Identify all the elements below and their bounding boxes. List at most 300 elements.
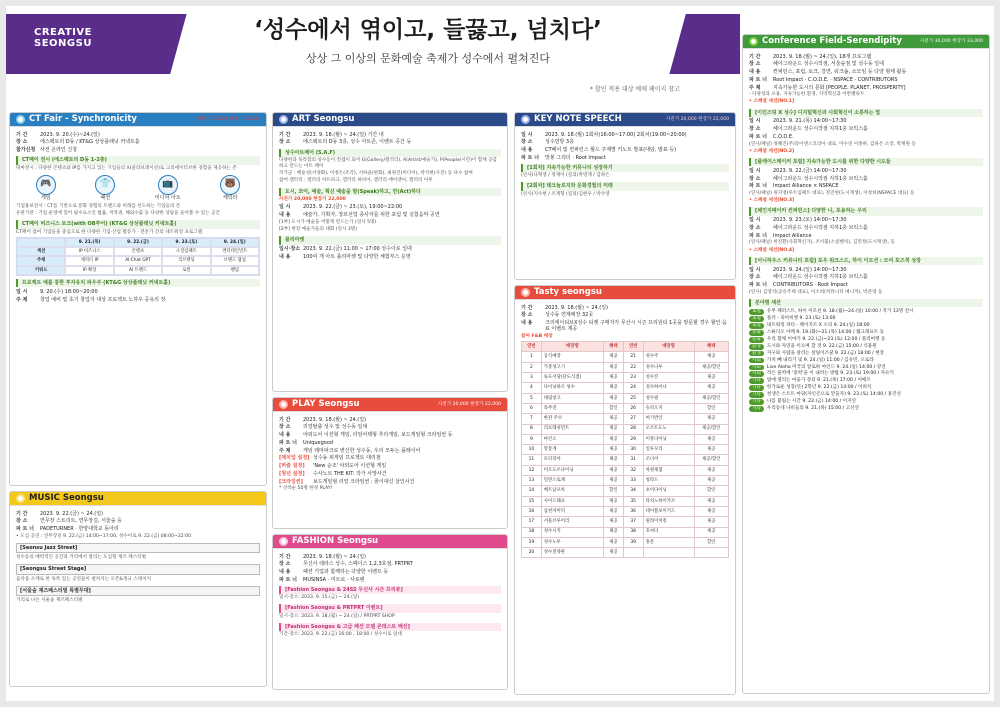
table-cell: 서울브루어리 [541, 517, 603, 527]
fashion-dot-icon [279, 537, 288, 546]
table-cell: 테이블보이키드 [643, 506, 694, 516]
info-row [749, 183, 983, 189]
program-desc: 유무 페퍼스트, 하이 이모션 9. 18.(월)~24.(일) 10:00 / 작가 13명 전시 [766, 309, 914, 315]
info-key: 파 트 너 [16, 526, 34, 532]
biz-corner [17, 238, 65, 247]
table-cell: 제공 [603, 373, 623, 383]
table-row [522, 496, 729, 506]
program-desc: 지구와 사람을 살리는 살림이즈쿨 9. 22.(금) 18:00 / 현장 [766, 350, 885, 356]
category-item [155, 175, 181, 201]
table-cell: 제공/할인 [694, 424, 728, 434]
program-tag: 문화 [749, 337, 764, 343]
info-row [279, 432, 501, 438]
program-desc: 나를 불림는 시간 9. 22.(금) 14:00 / 이지연 [766, 399, 856, 405]
biz-date: 9. 22.(금) [114, 238, 162, 247]
play-program-tag: [청년 설정] [279, 470, 305, 477]
table-cell: 제공 [603, 434, 623, 444]
info-key: 기 간 [749, 53, 761, 60]
info-row [279, 424, 501, 430]
music-schedule: • 도심 공연 : 연무장길 9. 22.(금) 14:00~17:00, 성수이로 9. 22.(금) 08:00~22:00 [16, 533, 192, 539]
play-program-tag: [매치업 설정] [279, 455, 310, 462]
table-cell: 독도서당(단도식점) [541, 373, 603, 383]
program-desc: 네트워킹 파티 - 페이지트 X 오피 9. 24.(일) 18:00 [766, 323, 870, 329]
ct-info [16, 132, 260, 154]
info-row [749, 118, 983, 124]
table-row [522, 383, 729, 393]
fashion-preview-time: 일시·장소: 2023. 9. 15.(금) ~ 24.(일) [279, 595, 360, 601]
info-key: 장 소 [16, 139, 28, 146]
art-panel [272, 112, 508, 392]
info-value: 맛봉 그리더 · Root Impact [545, 154, 606, 161]
conference-panel [742, 34, 990, 694]
table-cell: 제공 [694, 506, 728, 516]
table-cell: 청라드 [643, 476, 694, 486]
special-session [749, 248, 983, 296]
conference-title: Conference Field-Serendipity [762, 36, 902, 47]
info-value: 2023. 9. 18.(월) ~ 24.(일) [303, 553, 366, 560]
info-value: 2023. 9. 22.(금) 14:00~17:30 [773, 167, 847, 174]
info-key: 기 간 [279, 416, 291, 423]
table-cell: 성수나루 [643, 362, 694, 372]
info-value: 에스팩토리 D동 / KT&G 상상플래닛 커넥트홀 [40, 139, 140, 146]
info-row [16, 297, 260, 303]
table-row [522, 434, 729, 444]
info-key: 내 용 [279, 432, 291, 438]
info-row [749, 77, 983, 83]
info-value: 헤이그라운드 성수시작점, 서울숲점 및 성수동 일대 [773, 61, 884, 68]
table-cell: 마린오 [541, 434, 603, 444]
table-cell: 21 [623, 352, 643, 362]
program-tag: 환경 [749, 351, 764, 357]
info-value: PADETURNER · 한양대학교 동아리 [40, 526, 119, 532]
ct-fair-panel [9, 112, 267, 486]
info-row [16, 518, 260, 524]
info-row [749, 168, 983, 174]
table-cell: 33 [623, 476, 643, 486]
conference-info [749, 54, 983, 91]
info-value: 성수연방 3층 [545, 139, 574, 146]
table-cell: 슈퍼오지 [643, 403, 694, 413]
program-tag: 기타 [749, 399, 764, 405]
table-cell: 22 [623, 362, 643, 372]
info-row [749, 282, 983, 288]
table-cell: 할인 [603, 403, 623, 413]
art-galleries: 참여 갤러리 : 갤러리 아트파크, 갤러리 하비아, 갤러리 에이앤씨, 갤러리 이루 [279, 178, 433, 184]
table-cell: 제공/할인 [694, 362, 728, 372]
info-row [749, 233, 983, 239]
table-cell: 제공 [694, 383, 728, 393]
info-row [16, 289, 260, 295]
keynote-session1: [1회차] 지속가능한 커뮤니티 성장하기 [521, 164, 729, 172]
table-cell: 38 [623, 527, 643, 537]
info-value: C.O.D.E. [773, 133, 794, 140]
table-row [522, 414, 729, 424]
info-key: 장 소 [749, 274, 761, 281]
info-value: 2023. 9. 18.(월) ~ 24.(일) [303, 416, 366, 423]
table-cell: 미오도르다이닝 [541, 465, 603, 475]
table-header: 매장명 [643, 342, 694, 352]
biz-cell: IP 비즈니스 [65, 247, 113, 256]
special-session [749, 198, 983, 246]
category-label: 캐릭터 [222, 194, 238, 201]
table-cell: 제공 [603, 537, 623, 547]
table-cell: 32 [623, 465, 643, 475]
info-row [749, 134, 983, 140]
table-cell: 제공 [694, 465, 728, 475]
info-value: 2023. 9. 22.(금) 11:00 ~ 17:00 성수이로 일대 [303, 246, 412, 253]
info-key: 내 용 [749, 69, 761, 75]
table-cell: 제공 [603, 455, 623, 465]
program-item [749, 365, 983, 371]
table-cell: 1 [522, 352, 542, 362]
info-row [279, 448, 501, 454]
table-cell: 일루모리 [643, 445, 694, 455]
program-item [749, 351, 983, 357]
info-value: 헤이그라운드 성수시작점 지하1층 브릭스홀 [773, 175, 868, 182]
art-artists: 작가군 : 배윤성(서양화), 이정은(조각), 서하윤(판화), 최원진(미디어), 박지현(사진) 등 다수 참여 [279, 171, 473, 177]
table-cell: 제공 [603, 362, 623, 372]
table-cell: 제공 [603, 506, 623, 516]
info-value: Uniquegood [303, 439, 334, 446]
info-value: 사전 온라인 신청 [40, 147, 77, 153]
ct-exhibit-heading: CT페어 전시 (에스팩토리 D동 1-2층) [16, 156, 260, 164]
info-key: 일 시 [749, 167, 761, 174]
ct-price: 사전가 30,000 현장가 33,000 [196, 116, 260, 122]
ct-dot-icon [16, 115, 25, 124]
info-value: 헤이그라운드 성수시작점 지하1층 브릭스홀 [773, 126, 868, 133]
table-cell: 제공 [603, 496, 623, 506]
table-cell: 제공 [603, 548, 623, 558]
info-key: 파 트 너 [749, 76, 767, 83]
program-item [749, 371, 983, 377]
table-cell: 2 [522, 362, 542, 372]
info-key: 장 소 [521, 139, 533, 146]
character-icon: 🐻 [220, 175, 240, 195]
table-cell: 맛봉개 [541, 445, 603, 455]
table-cell: 제공/할인 [694, 455, 728, 465]
program-item [749, 406, 983, 412]
info-key: 기 간 [16, 510, 28, 517]
play-programs [279, 455, 501, 485]
info-key: 장 소 [16, 518, 28, 525]
program-desc: 밤에 열리는 마을가 장터 9. 21.(목) 17:00 / 이메르 [766, 378, 871, 384]
info-key: 장 소 [749, 224, 761, 231]
info-value: 게임 테마파크로 변신한 성수동, 우리 모두는 플레이어 [303, 447, 421, 454]
table-cell: 25 [623, 393, 643, 403]
table-cell [623, 548, 643, 558]
keynote-session2-speakers: (연사)지수현 / 조재형 (질의)김현우 / 박수영 [521, 191, 610, 197]
table-cell: 조디어 [643, 455, 694, 465]
info-value: 2023. 9. 21.(목) 14:00~17:30 [773, 118, 847, 125]
column-2 [272, 112, 508, 698]
info-key: 파 트 너 [749, 183, 767, 190]
table-cell: 28 [623, 424, 643, 434]
program-item [749, 358, 983, 364]
table-cell: 23 [623, 373, 643, 383]
info-value: CT페어 및 컨퍼런스 월드 주제별 키노트 발표(대담, 발표 등) [545, 147, 677, 153]
ct-biz-heading: CT페어 비즈니스 토크(with OB투어) (KT&G 상상플래닛 커넥트홀) [16, 220, 260, 228]
program-tag: 환경 [749, 344, 764, 350]
ct-biz-desc: CT페어 참여 기업들을 중심으로 한 다양한 기업·산업 활동가 · 전문가 간의 네트워킹 프로그램 [16, 229, 203, 235]
program-item [749, 316, 983, 322]
info-key: 일 시 [521, 131, 533, 138]
art-fair-heading: 성수아트페어 (S.A.F) [279, 149, 501, 157]
art-talk-heading: 도시, 코어, 예술, 혁신 예술을 말(Speak)하고, 만(Act)하다 [279, 188, 501, 196]
creative-seongsu-logo: CREATIVE SEONGSU [34, 27, 92, 49]
info-value: 9. 20.(수) 18:00~20:00 [40, 288, 98, 295]
play-program [279, 471, 501, 477]
biz-cell: 팬덤 [211, 266, 259, 275]
biz-cell: 리브랜딩 [162, 256, 210, 265]
info-key: 파 트 너 [279, 576, 297, 583]
table-row [522, 476, 729, 486]
table-cell: 성수주 [643, 352, 694, 362]
play-program [279, 479, 501, 485]
table-cell: 제공 [603, 352, 623, 362]
info-row [749, 217, 983, 223]
biz-date: 9. 23.(토) [162, 238, 210, 247]
table-cell: 모터리아 [541, 455, 603, 465]
session-title: [이민즈팅 X 성수] 디지털혁신과 사회혁신이 소통하는 법 [749, 109, 983, 117]
info-key: 장 소 [279, 561, 291, 568]
art-title: ART Seongsu [292, 114, 355, 125]
info-value: 컨퍼런스, 포럼, 토크, 강연, 워크숍, 소모임 등 다양 형태 활동 [773, 69, 907, 75]
category-label: 게임 [40, 194, 51, 201]
category-item [220, 175, 240, 201]
tasty-dot-icon [521, 288, 530, 297]
table-cell: 성수진 [643, 373, 694, 383]
info-value: 2023. 9. 20.(수)~24.(일) [40, 131, 100, 138]
program-item [749, 344, 983, 350]
table-cell: 할인 [694, 486, 728, 496]
session-title: [서니하우스 커뮤니티 포럼] 로우 워크스드, 하이 이모션 : 모여 포즈적 성장 [749, 257, 983, 265]
table-row [522, 548, 729, 558]
table-cell: 타치노하이카르 [643, 496, 694, 506]
table-cell: 13 [522, 476, 542, 486]
info-value: 2023. 9. 23.(토) 14:00~17:30 [773, 217, 847, 224]
info-row [16, 132, 260, 138]
info-row [521, 147, 729, 153]
program-tag: 기타 [749, 385, 764, 391]
info-value: CONTRIBUTORS · Root Impact [773, 282, 848, 288]
table-header: 연번 [623, 342, 643, 352]
table-cell: 제공 [694, 445, 728, 455]
festival-poster [6, 6, 994, 701]
info-key: 장 소 [749, 61, 761, 68]
info-row [279, 254, 501, 260]
keynote-dot-icon [521, 115, 530, 124]
table-cell: 30 [623, 445, 643, 455]
play-program [279, 455, 501, 461]
table-row [522, 537, 729, 547]
info-row [521, 320, 729, 333]
table-cell: 제공 [694, 496, 728, 506]
table-cell: 5 [522, 393, 542, 403]
info-key: 기 간 [16, 131, 28, 138]
table-header: 혜택 [694, 342, 728, 352]
column-1 [9, 112, 267, 698]
table-cell: 제공 [694, 414, 728, 424]
table-cell [643, 548, 694, 558]
table-cell: 4 [522, 383, 542, 393]
session-title: [체인지메이커 컨퍼런스] 다양한 나, 포용하는 우리 [749, 207, 983, 215]
info-row [749, 69, 983, 75]
info-key: 주 제 [749, 84, 761, 91]
ct-icons [16, 175, 260, 201]
table-cell: 할인 [694, 537, 728, 547]
conference-dot-icon [749, 37, 758, 46]
info-value: 에스팩토리 D동 3층, 성수 아트존, 이벤트 공간 등 [303, 139, 412, 146]
info-key: 일시·장소 [279, 246, 301, 253]
table-row [522, 486, 729, 496]
biz-cell: 캐릭터 IP [65, 256, 113, 265]
table-cell: 성수칠양관 [541, 548, 603, 558]
biz-cell: 브랜드 협업 [211, 256, 259, 265]
fashion-prtprt-heading: [Fashion Seongsu & PRTPRT 이벤트] [279, 604, 501, 612]
table-cell: 제공 [603, 465, 623, 475]
table-row [522, 424, 729, 434]
info-row [279, 561, 501, 567]
program-desc: 한가로운 성장(뜻) 2학년 9. 22.(금) 14:00 / 이희석 [766, 385, 872, 391]
program-item [749, 392, 983, 398]
biz-cell: AI 트렌드 [114, 266, 162, 275]
table-cell: 39 [623, 537, 643, 547]
biz-cell: 주제 [17, 256, 65, 265]
table-cell: 36 [623, 506, 643, 516]
table-cell: 제공 [603, 393, 623, 403]
music-panel [9, 491, 267, 687]
table-cell: 11 [522, 455, 542, 465]
table-cell: 제공 [603, 476, 623, 486]
info-key: 파 트 너 [749, 282, 767, 288]
table-row [522, 393, 729, 403]
info-row [279, 246, 501, 252]
table-cell: 대림창고 [541, 393, 603, 403]
conference-sessions [749, 99, 983, 296]
info-row [521, 312, 729, 318]
table-cell: 한잔 주수 [541, 414, 603, 424]
table-cell: 27 [623, 414, 643, 424]
info-row [521, 305, 729, 311]
play-price: 사전가 20,000 현장가 22,000 [437, 401, 501, 407]
table-cell: 리프레쉬먼트 [541, 424, 603, 434]
info-value: 성수동 연계매장 32곳 [545, 312, 594, 319]
info-key: 기 간 [279, 553, 291, 560]
info-row [279, 577, 501, 583]
music-jazz-heading: [Seonsu Jazz Street] [16, 543, 260, 553]
keynote-session1-speakers: (연사)나혁영 / 정재이 (질의)박영재 / 김하은 [521, 173, 610, 179]
info-value: 헤이그라운드 성수시작점 지하1층 브릭스홀 [773, 224, 868, 231]
program-tag: 로컬 [749, 323, 764, 329]
info-row [279, 417, 501, 423]
info-row [279, 212, 501, 218]
music-title: MUSIC Seongsu [29, 493, 104, 504]
biz-cell: 콘텐츠 [114, 247, 162, 256]
info-value: 2023. 9. 18.(월) ~ 24.(일) 기간 내 [303, 131, 384, 138]
info-row [16, 147, 260, 153]
keynote-price: 사전가 20,000 현장가 22,000 [665, 116, 729, 122]
play-program-tag: [크라임씬] [279, 478, 303, 485]
fashion-contest-heading: [Fashion Seongsu & 고급 패션 모델 콘테스트 패선] [279, 623, 501, 631]
table-cell: 19 [522, 537, 542, 547]
program-item [749, 385, 983, 391]
art-talk-price: 사전가 20,000 현장가 22,000 [279, 196, 346, 202]
info-row [749, 274, 983, 280]
table-cell: 34 [623, 486, 643, 496]
info-value: 2023. 9. 24.(일) 14:00~17:30 [773, 266, 847, 273]
program-tag: 기타 [749, 392, 764, 398]
table-cell: 제공 [694, 476, 728, 486]
art-talk-part2: [2부] 현장 예술가들의 대화 (연사 3명) [279, 227, 358, 233]
biz-cell: 소셜임팩트 [162, 247, 210, 256]
special-session [749, 149, 983, 197]
table-cell: 3 [522, 373, 542, 383]
table-cell: 제공 [694, 434, 728, 444]
info-row [521, 139, 729, 145]
tasty-panel [514, 285, 736, 695]
table-row [522, 527, 729, 537]
fashion-preview-heading: [Fashion Seongsu & 24SS 무신사 시즌 프리뷰] [279, 586, 501, 594]
info-value: 2023. 9. 18.(월) ~ 24.(일) [545, 304, 608, 311]
table-cell: 다이닝하르 성수 [541, 383, 603, 393]
ct-invest-heading: 프로젝트 예를 통한 투자유치 파우주 (KT&G 상상플래닛 커넥트홀) [16, 279, 260, 287]
info-row [749, 54, 983, 60]
table-cell: 할인 [603, 486, 623, 496]
program-tag: 로컬 [749, 309, 764, 315]
art-market-heading: 플리마켓 [279, 236, 501, 244]
program-desc: 우리동네 나비들의 9. 21.(목) 15:00 / 고선연 [766, 406, 859, 412]
table-cell: 제공 [694, 517, 728, 527]
table-row [522, 362, 729, 372]
info-key: 주 제 [279, 447, 291, 454]
table-cell: 호씨다 [643, 527, 694, 537]
program-tag: 사회 [749, 358, 764, 364]
table-cell: 베트남포차 [541, 486, 603, 496]
session-title: [플레이스메이커 포럼] 지속가능한 도시를 위한 다양한 시도들 [749, 158, 983, 166]
table-cell: 필라이치킹 [643, 517, 694, 527]
discount-note: * 할인 적용 대상 예매 페이지 참고 [590, 86, 680, 93]
media-art-icon: 📺 [158, 175, 178, 195]
session-speakers: (연사/패널) 한진환(사회혁신가), 조이불(소셜벤처), 김민정(도시재생), 등 [749, 240, 895, 246]
info-value: Impact Alliance [773, 232, 812, 239]
table-cell: 31 [623, 455, 643, 465]
table-cell: 공식매장 [541, 352, 603, 362]
table-cell: 제공/할인 [694, 393, 728, 403]
play-program-name: 수사노트 THE KIT: 작가 사망사건 [313, 470, 387, 477]
program-item [749, 330, 983, 336]
music-stage-heading: [Seongsu Street Stage] [16, 564, 260, 574]
info-row [521, 155, 729, 161]
table-row [522, 373, 729, 383]
info-key: 파 트 너 [521, 154, 539, 161]
program-desc: 플러 - 피아비엣 9. 23.(토) 13:00 [766, 316, 836, 322]
table-cell: 성수하이나 [643, 383, 694, 393]
table-cell: 16 [522, 506, 542, 516]
fashion-icon: 👕 [95, 175, 115, 195]
info-row [16, 139, 260, 145]
table-row [522, 403, 729, 413]
info-key: 내 용 [279, 253, 291, 260]
play-dot-icon [279, 400, 288, 409]
session-speakers: (연사) 김영석(공유주택 대표), 이소희(커뮤니티 매니저), 박준영 등 [749, 289, 883, 295]
table-cell: 35 [623, 496, 643, 506]
art-fair-desc: 다양한과 독특함의 성수동이 컨셉이 되어 G(Gallery/갤러리), A(Artist/예술가), P(People/시민)이 함께 공감하고 만드는 아트 페어 [279, 157, 497, 169]
biz-cell: AI·Chat GPT [114, 256, 162, 265]
ct-company-desc: 기업홍보전시 : CT를 기반으로 문화 경험의 트렌드와 미래를 선도하는 기업들의 존 [16, 203, 181, 209]
table-cell: 제공 [694, 527, 728, 537]
biz-cell: 키워드 [17, 266, 65, 275]
art-market-info [279, 246, 501, 260]
